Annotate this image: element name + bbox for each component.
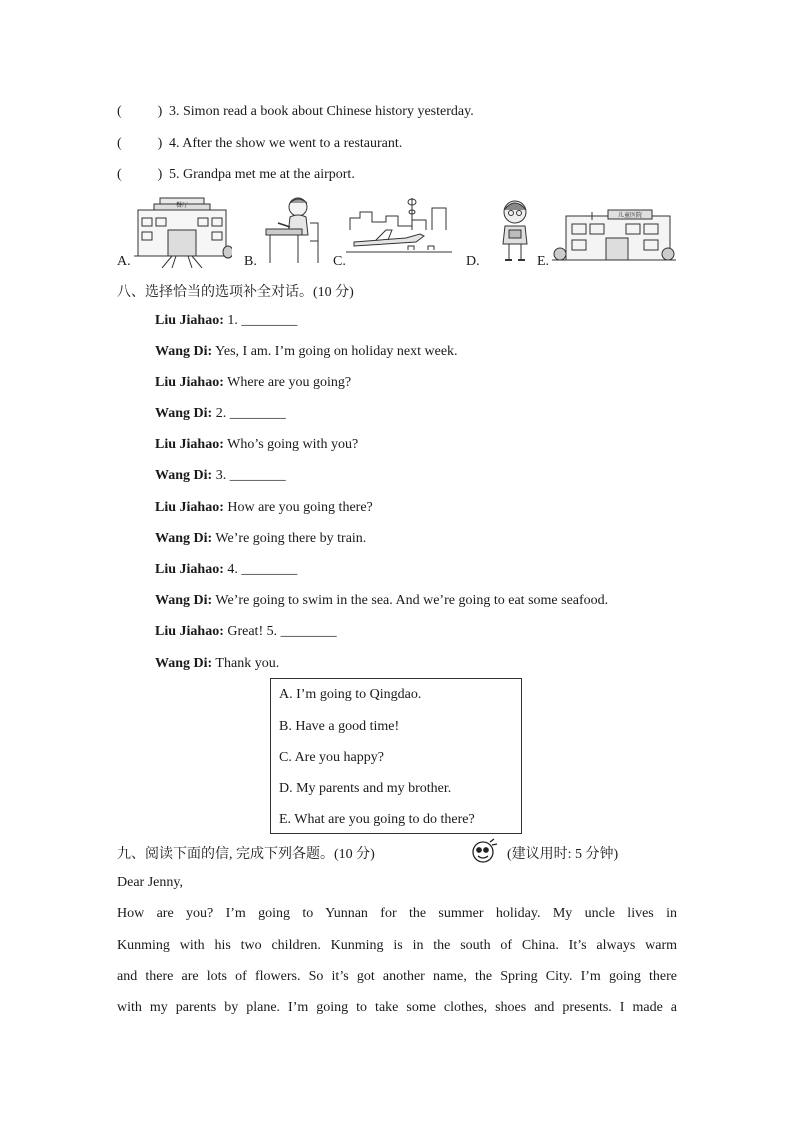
speaker: Wang Di:	[155, 344, 213, 359]
speaker: Liu Jiahao:	[155, 313, 224, 328]
picture-label-d: D.	[466, 254, 480, 269]
speaker: Wang Di:	[155, 531, 213, 546]
dialogue-line	[155, 593, 608, 609]
option-e[interactable]: E. What are you going to do there?	[279, 812, 475, 827]
letter-greeting: Dear Jenny,	[117, 875, 183, 890]
time-hint: (建议用时: 5 分钟)	[507, 847, 619, 862]
utterance: We’re going to swim in the sea. And we’re going to eat some seafood.	[212, 593, 609, 608]
dialogue-line	[155, 531, 366, 547]
utterance[interactable]: 3. ________	[212, 468, 286, 483]
answer-bracket[interactable]: ( )	[117, 136, 163, 151]
grandpa-icon	[495, 198, 535, 264]
question-3	[117, 104, 474, 120]
section9-heading: 九、阅读下面的信, 完成下列各题。(10 分)	[117, 847, 375, 862]
speaker: Liu Jiahao:	[155, 500, 224, 515]
utterance: Where are you going?	[223, 375, 352, 390]
speaker: Wang Di:	[155, 468, 213, 483]
dialogue-line	[155, 656, 279, 672]
utterance: We’re going there by train.	[212, 531, 367, 546]
utterance: Yes, I am. I’m going on holiday next week.	[212, 344, 458, 359]
airport-plane-icon	[346, 190, 452, 262]
option-b[interactable]: B. Have a good time!	[279, 719, 400, 734]
answer-bracket[interactable]: ( )	[117, 104, 163, 119]
hospital-sign: 儿童医院	[617, 213, 643, 219]
utterance[interactable]: 4. ________	[223, 562, 298, 577]
question-text: 3. Simon read a book about Chinese history yesterday.	[169, 104, 474, 119]
speaker: Wang Di:	[155, 656, 213, 671]
dialogue-line	[155, 375, 351, 391]
childrens-hospital-icon	[552, 208, 676, 266]
utterance[interactable]: 1. ________	[223, 313, 298, 328]
speaker: Liu Jiahao:	[155, 375, 224, 390]
picture-label-a: A.	[117, 254, 131, 269]
option-c[interactable]: C. Are you happy?	[279, 750, 384, 765]
letter-line: Kunming with his two children. Kunming is in the south of China. It’s always warm	[117, 938, 677, 953]
speaker: Liu Jiahao:	[155, 562, 224, 577]
question-text: 4. After the show we went to a restaurant.	[169, 136, 403, 151]
picture-label-b: B.	[244, 254, 257, 269]
picture-label-e: E.	[537, 254, 550, 269]
question-text: 5. Grandpa met me at the airport.	[169, 167, 355, 182]
letter-line: and there are lots of flowers. So it’s got another name, the Spring City. I’m going there	[117, 969, 677, 984]
letter-line: with my parents by plane. I’m going to take some clothes, shoes and presents. I made a	[117, 1000, 677, 1015]
dialogue-line	[155, 624, 337, 640]
utterance[interactable]: Great! 5. ________	[223, 624, 337, 639]
answer-bracket[interactable]: ( )	[117, 167, 163, 182]
dialogue-line	[155, 313, 297, 329]
question-4	[117, 136, 402, 152]
smiley-face-icon	[470, 838, 498, 864]
utterance: Who’s going with you?	[223, 437, 359, 452]
utterance[interactable]: 2. ________	[212, 406, 286, 421]
restaurant-sign: 餐厅	[175, 203, 189, 209]
picture-label-c: C.	[333, 254, 346, 269]
letter-line: How are you? I’m going to Yunnan for the summer holiday. My uncle lives in	[117, 906, 677, 921]
utterance: Thank you.	[212, 656, 280, 671]
dialogue-line	[155, 437, 358, 453]
speaker: Liu Jiahao:	[155, 437, 224, 452]
dialogue-line	[155, 500, 373, 516]
option-a[interactable]: A. I’m going to Qingdao.	[279, 687, 422, 702]
boy-reading-icon	[260, 193, 326, 265]
utterance: How are you going there?	[223, 500, 373, 515]
dialogue-line	[155, 344, 458, 360]
section8-heading: 八、选择恰当的选项补全对话。(10 分)	[117, 285, 354, 300]
options-box	[270, 678, 522, 834]
dialogue-line	[155, 562, 297, 578]
speaker: Wang Di:	[155, 593, 213, 608]
speaker: Liu Jiahao:	[155, 624, 224, 639]
option-d[interactable]: D. My parents and my brother.	[279, 781, 452, 796]
speaker: Wang Di:	[155, 406, 213, 421]
restaurant-building-icon	[132, 190, 232, 268]
question-5	[117, 167, 355, 183]
dialogue-line	[155, 406, 286, 422]
dialogue-line	[155, 468, 286, 484]
